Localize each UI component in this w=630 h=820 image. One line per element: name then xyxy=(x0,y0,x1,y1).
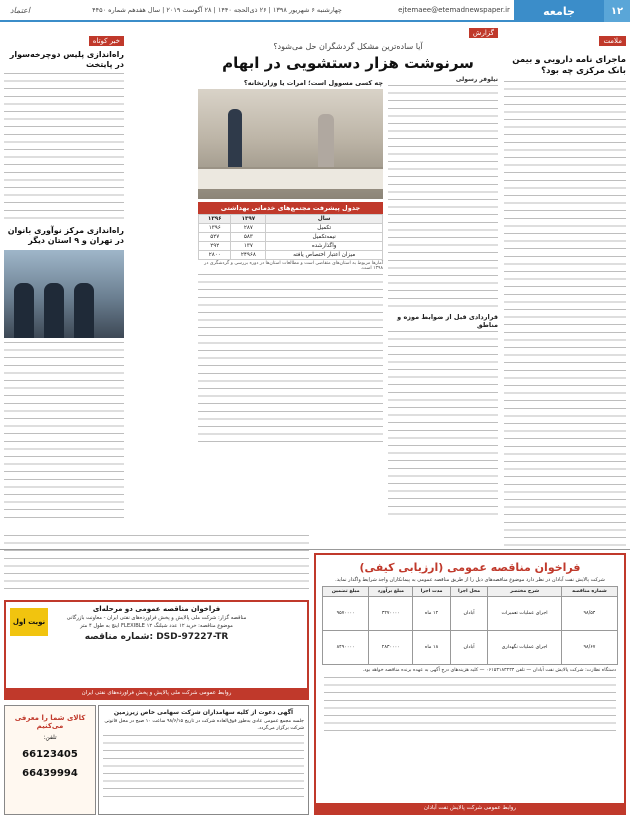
person-figure xyxy=(74,283,94,338)
person-figure xyxy=(228,109,242,169)
table-cell: ۳۲۷۰۰۰۰ xyxy=(369,597,413,631)
phone-ad-title: کالای شما را معرفی می‌کنیم xyxy=(14,714,86,730)
tender-code: DSD-97227-TR xyxy=(156,632,229,642)
stats-header: سال xyxy=(266,215,383,224)
stats-header: ۱۳۹۷ xyxy=(231,215,266,224)
table-row xyxy=(199,233,383,242)
tender-header: شرح مختصر xyxy=(488,587,562,597)
left-kicker: خبر کوتاه xyxy=(89,36,124,46)
small-ad-footer-bar: روابط عمومی شرکت ملی پالایش و پخش فراورده‌های نفتی ایران xyxy=(6,688,307,698)
phone-number[interactable]: 66439994 xyxy=(22,768,78,779)
table-cell: اجرای عملیات تعمیرات xyxy=(488,597,562,631)
shareholders-ad-body: جلسه مجمع عمومی عادی به‌طور فوق‌العاده شرکت در تاریخ ۹۸/۶/۱۵ ساعت ۱۰ صبح در محل قانونی شرکت برگزار می‌گردد. xyxy=(104,719,304,731)
article-media xyxy=(198,76,383,521)
table-row xyxy=(199,242,383,251)
table-cell: ۱۲ ماه xyxy=(413,597,450,631)
body-text-block xyxy=(198,274,383,444)
tender-footer-text: دستگاه نظارت: شرکت پالایش نفت آبادان — تلفن ۰۶۱۵۳۱۸۳۲۳۴ — کلیه هزینه‌های درج آگهی به عهده برنده مناقصه خواهد بود. xyxy=(362,668,616,673)
left-article-body xyxy=(4,342,124,522)
left-bottom-text xyxy=(4,535,309,595)
table-cell: ۱۳۹۶ xyxy=(199,224,231,233)
tender-code-label: شماره مناقصه: xyxy=(84,632,154,642)
table-row xyxy=(323,597,618,631)
newspaper-logo: اعتماد xyxy=(0,0,40,22)
left-headline-1[interactable]: راه‌اندازی پلیس دوچرخه‌سوار در پایتخت xyxy=(9,50,124,69)
refinery-tender-ad xyxy=(4,600,309,700)
tender-title[interactable]: فراخوان مناقصه عمومی (ارزیابی کیفی) xyxy=(359,561,581,574)
page-number: ۱۲ xyxy=(604,0,630,22)
small-ad-line: موضوع مناقصه: خرید ۱۲ عدد شیلنگ FLEXIBLE ۱۲ اینچ به طول ۴ متر xyxy=(80,623,233,629)
date-line: چهارشنبه ۶ شهریور ۱۳۹۸ | ۲۶ ذی‌الحجه ۱۴۴۰ | ۲۸ آگوست ۲۰۱۹ | سال هفدهم شماره ۴۴۵۰ xyxy=(40,0,394,22)
phone-number[interactable]: 66123405 xyxy=(22,749,78,760)
article-overline: آیا ساده‌ترین مشکل گردشگران حل می‌شود؟ xyxy=(273,42,423,51)
article-body-right xyxy=(388,76,498,521)
left-article-body xyxy=(4,73,124,223)
table-cell: واگذارشده xyxy=(266,242,383,251)
small-ad-title[interactable]: فراخوان مناقصه عمومی دو مرحله‌ای xyxy=(92,605,221,613)
section-title: جامعه xyxy=(514,0,604,22)
phone-label: تلفن: xyxy=(43,734,57,741)
article-headline[interactable]: سرنوشت هزار دستشویی در ابهام xyxy=(222,54,474,72)
tender-header: محل اجرا xyxy=(450,587,488,597)
officials-photo xyxy=(4,250,124,338)
tender-header: مبلغ برآورد xyxy=(369,587,413,597)
person-figure xyxy=(14,283,34,338)
right-headline[interactable]: ماجرای نامه دارویی و بیمن بانک مرکزی چه بود؟ xyxy=(512,55,626,76)
table-cell: میزان اعتبار اختصاص یافته xyxy=(266,251,383,260)
table-cell: نیمه‌تکمیل xyxy=(266,233,383,242)
table-row xyxy=(199,251,383,260)
table-cell: ۹۸/۵۴ xyxy=(561,597,617,631)
table-cell: ۹۸/۶۷ xyxy=(561,631,617,665)
table-cell: ۲۸۳۰۰۰۰ xyxy=(369,631,413,665)
masthead xyxy=(0,0,630,22)
table-cell: تکمیل xyxy=(266,224,383,233)
shareholders-ad-title[interactable]: آگهی دعوت از کلیه سهامداران شرکت سهامی خاص زیرزمین xyxy=(113,709,294,716)
tender-intro: شرکت پالایش نفت آبادان در نظر دارد موضوع مناقصه‌های ذیل را از طریق مناقصه عمومی به پیمانکاران واجد شرایط واگذار نماید. xyxy=(335,577,605,583)
stats-header: ۱۳۹۶ xyxy=(199,215,231,224)
tender-header: مدت اجرا xyxy=(413,587,450,597)
table-cell: ۵۲۷ xyxy=(199,233,231,242)
section-email[interactable]: ejtemaee@etemadnewspaper.ir xyxy=(394,0,514,22)
table-cell: آبادان xyxy=(450,631,488,665)
tender-footer-bar: روابط عمومی شرکت پالایش نفت آبادان xyxy=(316,803,624,813)
table-cell: ۲۸۷ xyxy=(231,224,266,233)
shareholders-ad-text xyxy=(103,735,304,800)
article-subhead: قراردادی قبل از ضوابط موزه و مناطق xyxy=(397,313,498,329)
tender-header: شماره مناقصه xyxy=(561,587,617,597)
stats-caption: جدول پیشرفت مجتمع‌های خدماتی بهداشتی xyxy=(198,202,383,214)
left-column xyxy=(4,28,124,548)
side-subhead: چه کسی مسوول است؛ امرات یا وزارتخانه؟ xyxy=(243,79,383,87)
small-ad-line: مناقصه گزار: شرکت ملی پالایش و پخش فراورده‌های نفتی ایران - معاونت بازرگانی xyxy=(66,615,247,621)
table-cell: ۸۴۹۰۰۰۰ xyxy=(323,631,369,665)
byline: نیلوفر رسولی xyxy=(455,76,498,83)
tender-terms xyxy=(324,677,616,732)
right-kicker: ملامت xyxy=(599,36,626,46)
tender-table xyxy=(322,586,618,665)
restroom-photo xyxy=(198,89,383,199)
body-text-block xyxy=(388,85,498,310)
right-article-body xyxy=(504,81,626,551)
table-cell: اجرای عملیات نگهداری xyxy=(488,631,562,665)
table-cell: ۵۸۳ xyxy=(231,233,266,242)
table-cell: ۱۸ ماه xyxy=(413,631,450,665)
right-column xyxy=(504,28,626,548)
ad-badge: نوبت اول xyxy=(10,608,48,636)
tender-header: مبلغ تضمین xyxy=(323,587,369,597)
table-row xyxy=(199,224,383,233)
tender-ad xyxy=(314,553,626,815)
table-cell: ۲۴۹۶۸ xyxy=(231,251,266,260)
person-figure xyxy=(44,283,64,338)
body-text-block xyxy=(388,331,498,521)
table-cell: ۲۸۰۰ xyxy=(199,251,231,260)
sink-counter xyxy=(198,167,383,189)
table-cell: ۲۹۲ xyxy=(199,242,231,251)
shareholders-ad xyxy=(98,705,309,815)
left-headline-2[interactable]: راه‌اندازی مرکز نوآوری بانوان در تهران و ۹ استان دیگر xyxy=(7,226,124,245)
stats-table xyxy=(198,202,383,260)
table-cell: ۱۳۷ xyxy=(231,242,266,251)
table-cell: ۹۵۷۰۰۰۰ xyxy=(323,597,369,631)
table-cell: آبادان xyxy=(450,597,488,631)
center-column xyxy=(198,28,498,548)
advertising-phone-ad xyxy=(4,705,96,815)
center-kicker: گزارش xyxy=(469,28,498,38)
table-note: آمارها مربوط به استان‌های متقاضی است و مطالعات استان‌ها در دوره بررسی و گردشگری در ۱۳۹۸ است. xyxy=(204,261,383,271)
table-row xyxy=(323,631,618,665)
